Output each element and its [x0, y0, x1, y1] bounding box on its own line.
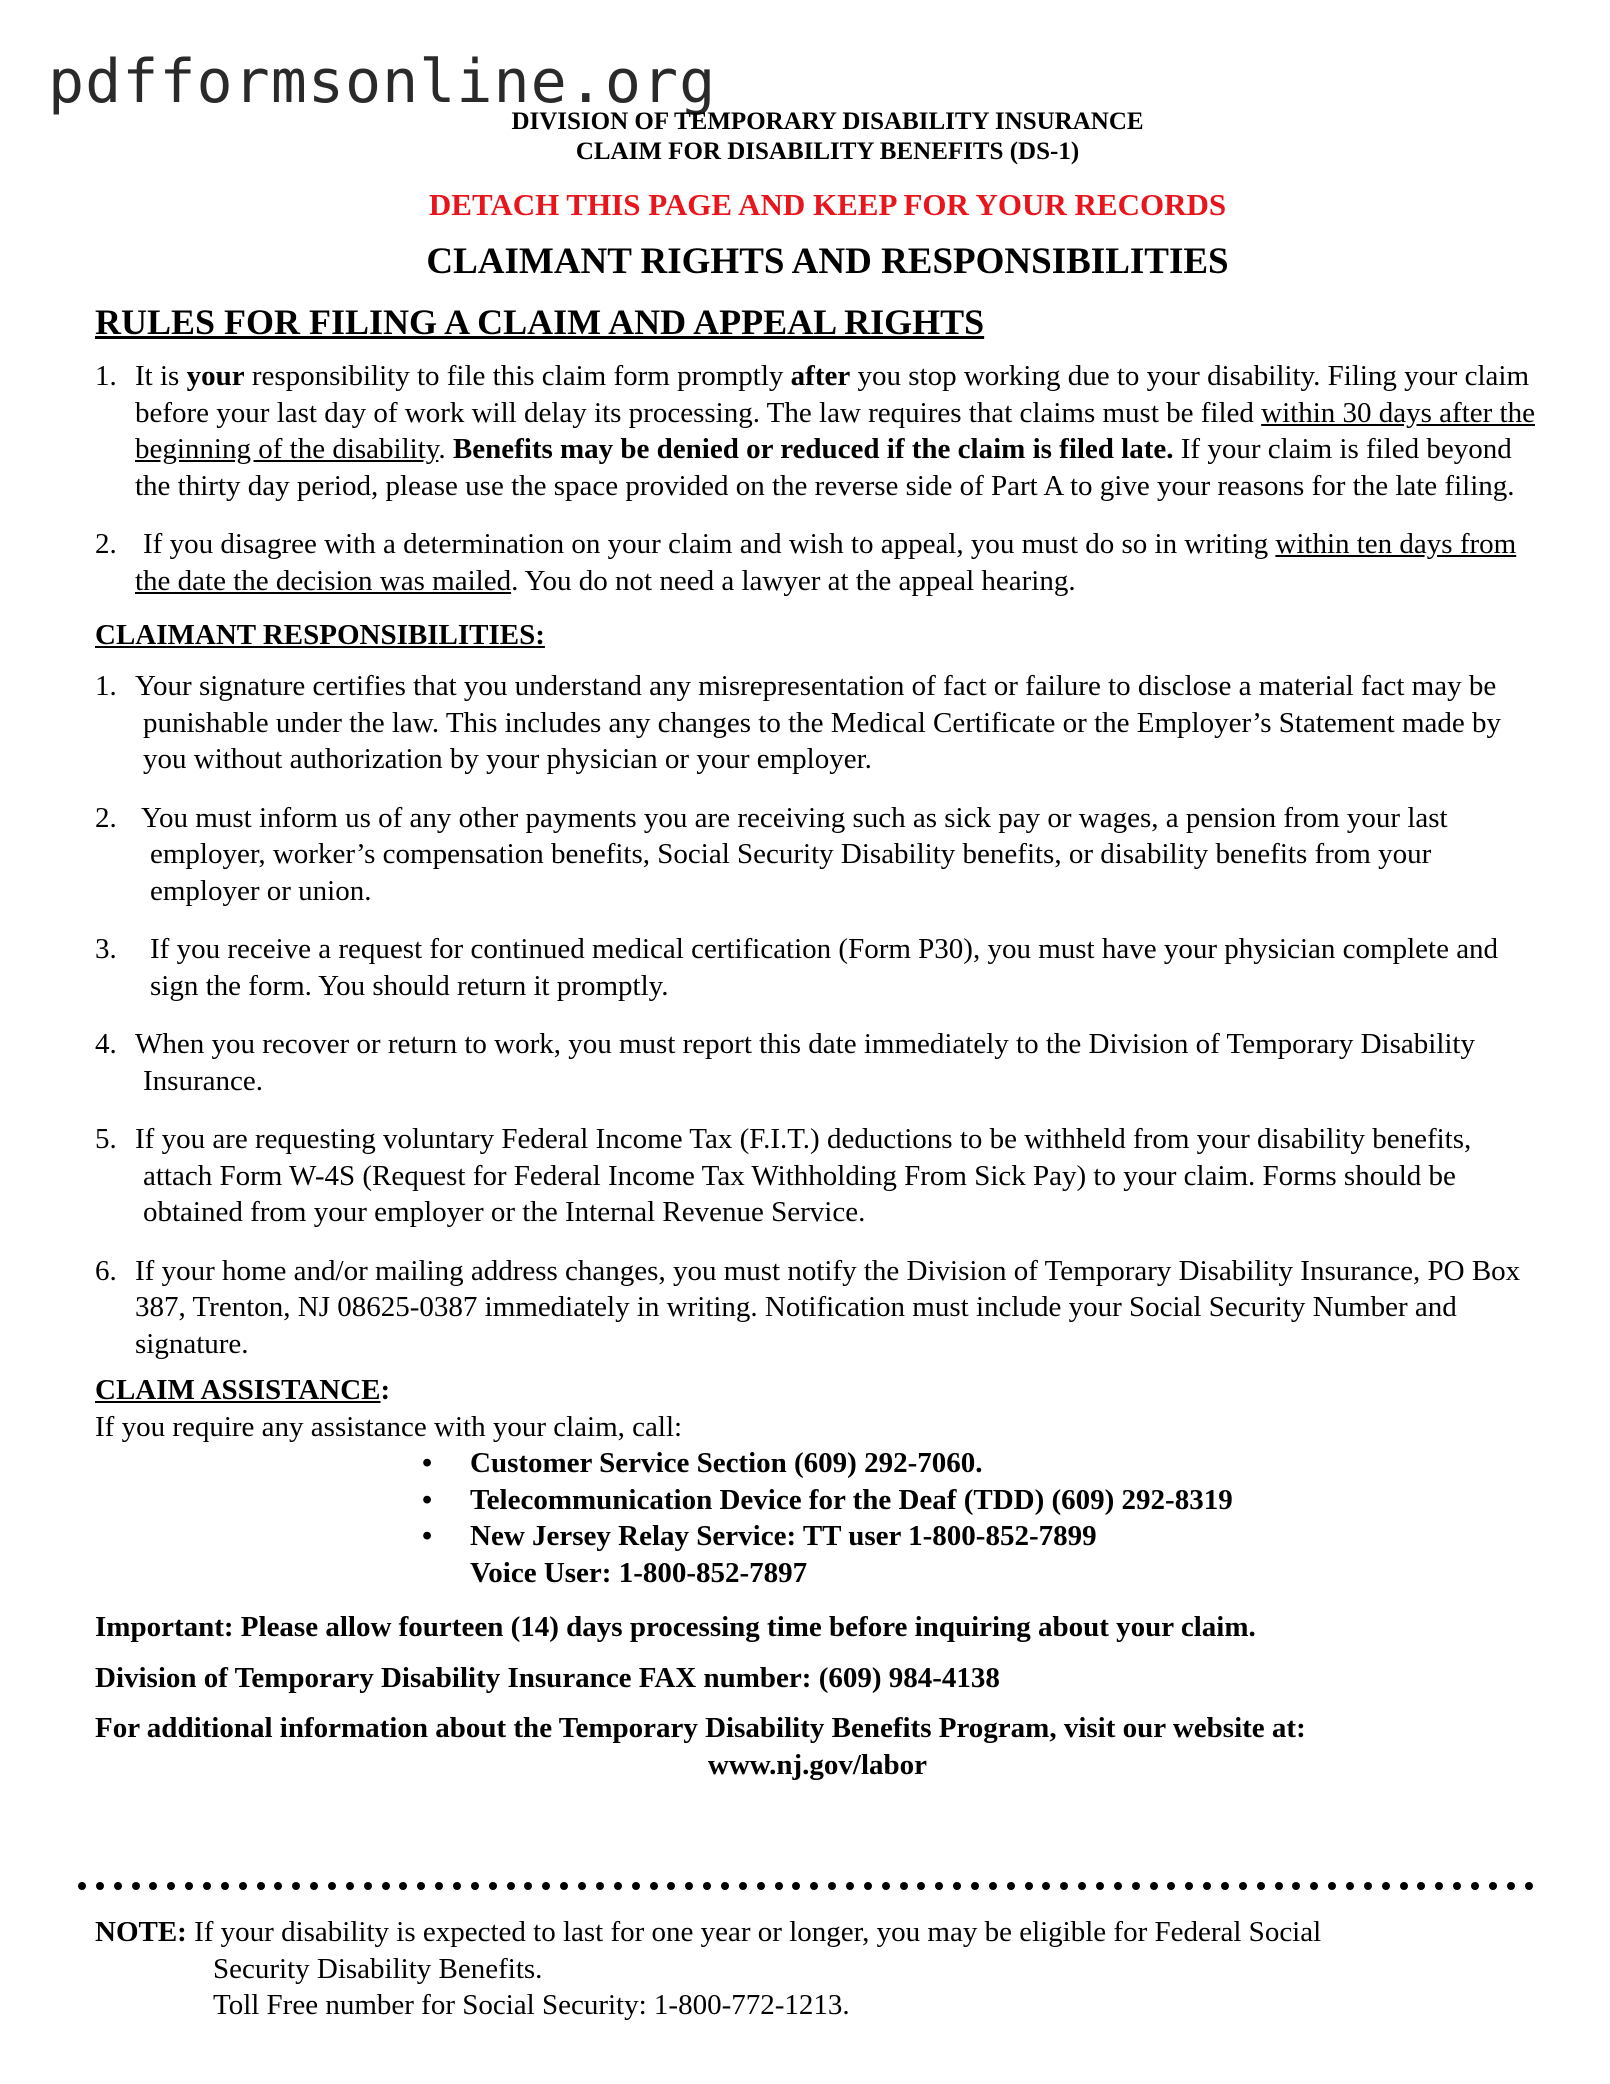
separator-dot — [382, 1882, 390, 1890]
separator-dot — [364, 1882, 372, 1890]
note-label: NOTE: — [95, 1916, 187, 1948]
separator-dot — [542, 1882, 550, 1890]
separator-dot — [1096, 1882, 1104, 1890]
separator-dot — [346, 1882, 354, 1890]
separator-dot — [96, 1882, 104, 1890]
separator-dot — [1507, 1882, 1515, 1890]
bullet-icon: • — [422, 1520, 433, 1552]
separator-dot — [167, 1882, 175, 1890]
separator-dot — [828, 1882, 836, 1890]
separator-dot — [149, 1882, 157, 1890]
contact-item: • Telecommunication Device for the Deaf (TDD) (609) 292-8319 — [420, 1482, 1540, 1519]
responsibility-item — [95, 1253, 1540, 1363]
separator-dot — [792, 1882, 800, 1890]
separator-dot — [614, 1882, 622, 1890]
responsibility-item — [95, 1121, 1540, 1231]
separator-dot — [971, 1882, 979, 1890]
separator-dot — [114, 1882, 122, 1890]
contact-item: • New Jersey Relay Service: TT user 1-800-852-7899 — [420, 1518, 1540, 1555]
separator-dot — [292, 1882, 300, 1890]
note-section — [95, 1914, 1540, 2024]
responsibility-item — [95, 1026, 1540, 1099]
separator-dot — [775, 1882, 783, 1890]
separator-dot — [757, 1882, 765, 1890]
separator-dot — [846, 1882, 854, 1890]
separator-dot — [632, 1882, 640, 1890]
separator-dot — [1489, 1882, 1497, 1890]
separator-dot — [882, 1882, 890, 1890]
rules-item — [95, 358, 1540, 504]
rules-section-title: RULES FOR FILING A CLAIM AND APPEAL RIGHTS — [95, 302, 985, 342]
separator-dot — [274, 1882, 282, 1890]
item-text: If you receive a request for continued medical certification (Form P30), you must have your physician complete and sign the form. You should return it promptly. — [150, 933, 1499, 1002]
separator-dot — [310, 1882, 318, 1890]
separator-dot — [1346, 1882, 1354, 1890]
social-security-number: Toll Free number for Social Security: 1-800-772-1213. — [213, 1989, 850, 2021]
claim-assistance-section: CLAIM ASSISTANCE: If you require any assistance with your claim, call: • Customer Service Section (609) 292-7060. • Telecommunication Device for the Deaf (TDD) (609) 292-8319 • New Jersey Relay Service: TT user 1-800-852-7899 Voice User: 1-800-852-7897 Important: Please allow fourteen (14) days processing time before inquiring about your claim. Division of Temporary Disability Insurance FAX number: (609) 984-4138 For additional information about the Temporary Disability Benefits Program, visit our website at: www.nj.gov/labor — [95, 1372, 1540, 1783]
separator-dot — [1328, 1882, 1336, 1890]
item-number: 2. — [95, 801, 117, 834]
claim-assistance-title: CLAIM ASSISTANCE — [95, 1374, 381, 1406]
division-heading: DIVISION OF TEMPORARY DISABILITY INSURANCE — [511, 108, 1144, 135]
separator-dot — [1132, 1882, 1140, 1890]
separator-dot — [578, 1882, 586, 1890]
responsibility-item — [95, 800, 1540, 910]
bullet-icon: • — [422, 1447, 433, 1479]
note-text: If your disability is expected to last for one year or longer, you may be eligible for Federal Social — [186, 1916, 1322, 1948]
responsibility-item — [95, 668, 1540, 778]
separator-dot — [1364, 1882, 1372, 1890]
separator-dot — [399, 1882, 407, 1890]
separator-dot — [560, 1882, 568, 1890]
contact-item-continued: Voice User: 1-800-852-7897 — [470, 1556, 808, 1589]
page-title: CLAIMANT RIGHTS AND RESPONSIBILITIES — [426, 241, 1229, 282]
responsibilities-title: CLAIMANT RESPONSIBILITIES: — [95, 619, 545, 651]
detach-notice: DETACH THIS PAGE AND KEEP FOR YOUR RECORDS — [428, 187, 1227, 222]
item-number: 1. — [95, 360, 117, 392]
separator-dot — [810, 1882, 818, 1890]
separator-dot — [1257, 1882, 1265, 1890]
separator-dot — [953, 1882, 961, 1890]
separator-dot — [1417, 1882, 1425, 1890]
item-number: 6. — [95, 1254, 117, 1287]
item-number: 5. — [95, 1123, 117, 1155]
note-text: Security Disability Benefits. — [213, 1952, 543, 1985]
separator-dot — [900, 1882, 908, 1890]
separator-dot — [132, 1882, 140, 1890]
separator-dot — [1275, 1882, 1283, 1890]
item-text: It is your responsibility to file this claim form promptly after you stop working due to your disability. Filing your claim before your last day of work will delay its processing. The law requires that claims must be filed within 30 days after the beginning of the disability. Benefits may be denied or reduced if the claim is filed late. If your claim is filed beyond the thirty day period, please use the space provided on the reverse side of Part A to give your reasons for the late filing. — [135, 360, 1535, 502]
separator-dot — [650, 1882, 658, 1890]
separator-dot — [78, 1882, 86, 1890]
separator-dot — [489, 1882, 497, 1890]
item-text: If your home and/or mailing address changes, you must notify the Division of Temporary Disability Insurance, PO Box 387, Trenton, NJ 08625-0387 immediately in writing. Notification must include your Social Security Number and signature. — [135, 1254, 1521, 1360]
contact-item: • Customer Service Section (609) 292-7060. — [420, 1445, 1540, 1482]
dotted-separator — [78, 1882, 1533, 1892]
separator-dot — [1167, 1882, 1175, 1890]
separator-dot — [935, 1882, 943, 1890]
separator-dot — [417, 1882, 425, 1890]
separator-dot — [917, 1882, 925, 1890]
separator-dot — [1025, 1882, 1033, 1890]
separator-dot — [257, 1882, 265, 1890]
separator-dot — [685, 1882, 693, 1890]
separator-dot — [453, 1882, 461, 1890]
item-number: 2. — [95, 528, 117, 560]
separator-dot — [1007, 1882, 1015, 1890]
separator-dot — [703, 1882, 711, 1890]
separator-dot — [739, 1882, 747, 1890]
separator-dot — [667, 1882, 675, 1890]
item-text: When you recover or return to work, you must report this date immediately to the Division of Temporary Disability Insurance. — [135, 1028, 1475, 1097]
separator-dot — [1203, 1882, 1211, 1890]
separator-dot — [1400, 1882, 1408, 1890]
separator-dot — [507, 1882, 515, 1890]
separator-dot — [1078, 1882, 1086, 1890]
watermark-logo: pdfformsonline.org — [48, 47, 717, 117]
form-name-heading: CLAIM FOR DISABILITY BENEFITS (DS-1) — [575, 138, 1080, 165]
website-url: www.nj.gov/labor — [707, 1748, 928, 1781]
separator-dot — [1471, 1882, 1479, 1890]
separator-dot — [328, 1882, 336, 1890]
separator-dot — [1042, 1882, 1050, 1890]
separator-dot — [864, 1882, 872, 1890]
separator-dot — [1239, 1882, 1247, 1890]
item-text: If you disagree with a determination on your claim and wish to appeal, you must do so in writing within ten days from the date the decision was mailed. You do not need a lawyer at the appeal hearing. — [135, 528, 1517, 597]
item-text: Your signature certifies that you understand any misrepresentation of fact or failure to disclose a material fact may be punishable under the law. This includes any changes to the Medical Certificate or the Employer’s Statement made by you without authorization by your physician or your employer. — [135, 670, 1502, 775]
separator-dot — [1221, 1882, 1229, 1890]
separator-dot — [1150, 1882, 1158, 1890]
separator-dot — [185, 1882, 193, 1890]
separator-dot — [221, 1882, 229, 1890]
separator-dot — [1114, 1882, 1122, 1890]
website-intro: For additional information about the Temporary Disability Benefits Program, visit our website at: — [95, 1712, 1306, 1744]
separator-dot — [989, 1882, 997, 1890]
important-notice: Important: Please allow fourteen (14) days processing time before inquiring about your claim. — [95, 1611, 1256, 1643]
assistance-intro: If you require any assistance with your claim, call: — [95, 1410, 683, 1443]
item-number: 3. — [95, 933, 117, 965]
separator-dot — [1382, 1882, 1390, 1890]
separator-dot — [239, 1882, 247, 1890]
fax-number: Division of Temporary Disability Insurance FAX number: (609) 984-4138 — [95, 1661, 1000, 1694]
separator-dot — [1310, 1882, 1318, 1890]
separator-dot — [1453, 1882, 1461, 1890]
separator-dot — [1435, 1882, 1443, 1890]
responsibility-item — [95, 931, 1540, 1004]
bullet-icon: • — [422, 1483, 433, 1516]
separator-dot — [1060, 1882, 1068, 1890]
separator-dot — [203, 1882, 211, 1890]
separator-dot — [471, 1882, 479, 1890]
separator-dot — [435, 1882, 443, 1890]
separator-dot — [721, 1882, 729, 1890]
rules-item — [95, 526, 1540, 599]
separator-dot — [596, 1882, 604, 1890]
item-text: You must inform us of any other payments you are receiving such as sick pay or wages, a pension from your last employer, worker’s compensation benefits, Social Security Disability benefits, or disability benefits from your employer or union. — [141, 801, 1448, 907]
separator-dot — [1185, 1882, 1193, 1890]
item-number: 1. — [95, 670, 117, 702]
separator-dot — [1525, 1882, 1533, 1890]
main-content — [95, 300, 1540, 1783]
assistance-contacts — [420, 1445, 1540, 1591]
separator-dot — [524, 1882, 532, 1890]
separator-dot — [1292, 1882, 1300, 1890]
item-number: 4. — [95, 1028, 117, 1060]
item-text: If you are requesting voluntary Federal Income Tax (F.I.T.) deductions to be withheld from your disability benefits, attach Form W-4S (Request for Federal Income Tax Withholding From Sick Pay) to your claim. Forms should be obtained from your employer or the Internal Revenue Service. — [135, 1123, 1472, 1228]
